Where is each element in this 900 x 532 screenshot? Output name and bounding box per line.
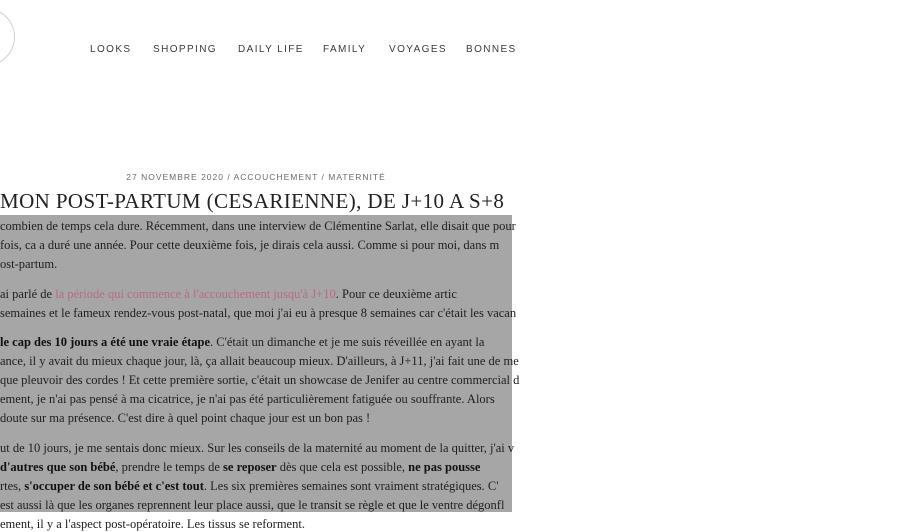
paragraph-line [0,335,484,350]
text-span: . Les six premières semaines sont vraiment stratégiques. C' [203,479,499,493]
text-span: dès que cela est possible, [276,460,409,474]
paragraph-line [0,287,457,302]
text-span: rtes, [0,479,25,493]
nav-item-shopping[interactable]: SHOPPING [153,44,217,55]
paragraph-line: ut de 10 jours, je me sentais donc mieux. Sur les conseils de la maternité au moment de la quitter, j'ai v [0,441,515,455]
bold-text: ne pas pousse [408,460,481,474]
paragraph-line: ost-partum. [0,257,58,271]
paragraph-line: ement, je n'ai pas pensé à ma cicatrice, je n'ai pas été particulièrement fatiguée ou souffrante. Alors [0,392,495,406]
nav-item-family[interactable]: FAMILY [323,44,367,55]
main-nav [0,44,760,60]
nav-item-looks[interactable]: LOOKS [90,44,132,55]
bold-text: se reposer [223,460,277,474]
paragraph-line: combien de temps cela dure. Récemment, dans une interview de Clémentine Sarlat, elle disait que pour [0,219,516,233]
paragraph-line: ement, il y a l'aspect post-opératoire. Les tissus se reforment. [0,517,305,531]
paragraph-line: doute sur ma présence. C'est dire à quel point chaque jour est un bon pas ! [0,411,371,425]
text-span: . C'était un dimanche et je me suis réveillée en ayant la [210,335,485,349]
paragraph-line [0,479,498,494]
text-span: , prendre le temps de [115,460,224,474]
paragraph-line: que pleuvoir des cordes ! Et cette première sortie, c'était un showcase de Jenifer au centre commercial d [0,373,520,387]
nav-item-bonnes[interactable]: BONNES [466,44,517,55]
bold-text: le cap des 10 jours a été une vraie étape [0,335,211,349]
paragraph-line: est aussi là que les organes reprennent leur place aussi, que le transit se règle et que le ventre dégonfl [0,498,505,512]
bold-text: d'autres que son bébé [0,460,116,474]
post-meta: 27 NOVEMBRE 2020 / ACCOUCHEMENT / MATERNITÉ [126,172,386,182]
nav-item-daily-life[interactable]: DAILY LIFE [238,44,304,55]
text-span: ai parlé de [0,287,56,301]
paragraph-line: semaines et le fameux rendez-vous post-natal, que moi j'ai eu à presque 8 semaines car c'était les vacan [0,306,517,320]
bold-text: s'occuper de son bébé et c'est tout [24,479,204,493]
paragraph-line [0,460,480,475]
article-link-accouchement[interactable]: la période qui commence à l'accouchement jusqu'à J+10 [55,287,336,301]
paragraph-line: ance, il y avait du mieux chaque jour, là, ça allait beaucoup mieux. D'ailleurs, à J+11, j'ai fait une de me [0,354,519,368]
paragraph-line: fois, ca a duré une année. Pour cette deuxième fois, je dirais cela aussi. Comme si pour moi, dans m [0,238,500,252]
nav-item-voyages[interactable]: VOYAGES [389,44,447,55]
text-span: . Pour ce deuxième artic [335,287,457,301]
post-title: MON POST-PARTUM (CESARIENNE), DE J+10 A S+8 [0,189,505,213]
article-body [0,215,520,531]
